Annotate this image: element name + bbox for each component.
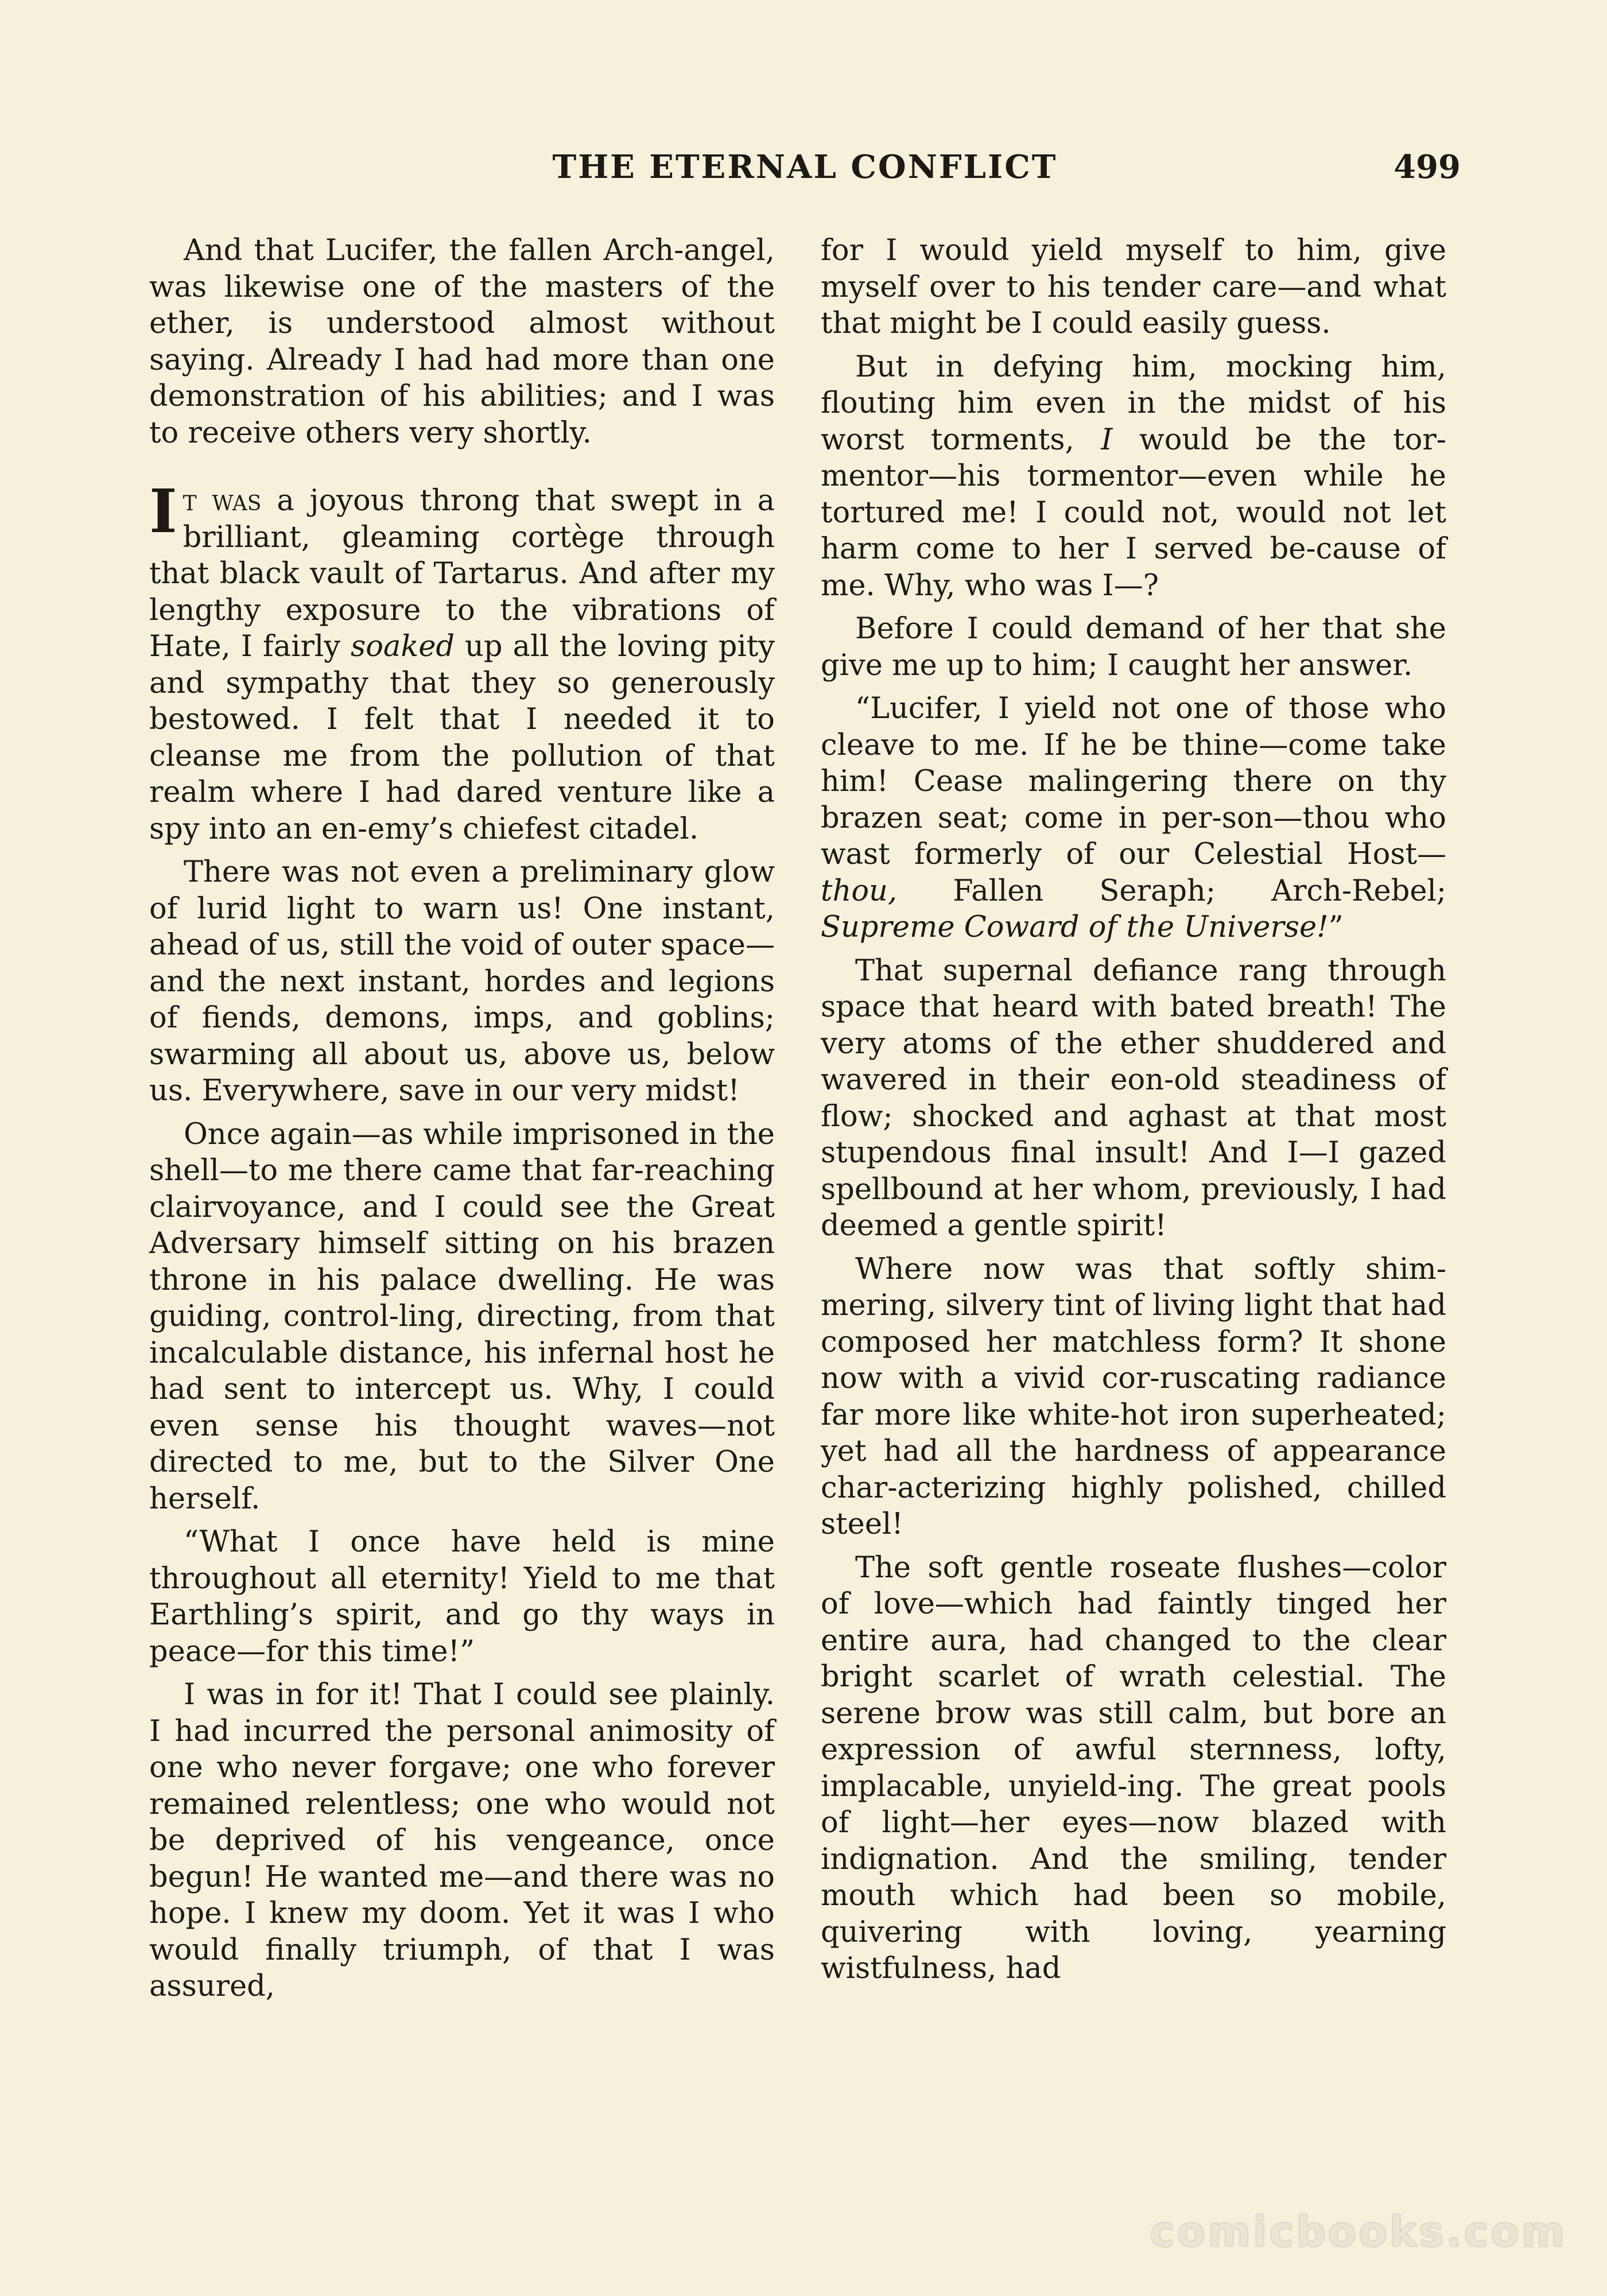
section-start-paragraph	[149, 476, 775, 847]
left-column	[149, 232, 775, 2012]
paragraph: Where now was that softly shim-mering, silvery tint of living light that had composed her matchless form? It shone now with a vivid cor-ruscating radiance far more like white-hot iron superheated; yet had all the hardness of appearance char-acterizing highly polished, chilled steel!	[821, 1252, 1446, 1541]
paragraph: There was not even a preliminary glow of lurid light to warn us! One instant, ahead of us, still the void of outer space—and the next instant, hordes and legions of fiends, demons, imps, and goblins; swarming all about us, above us, below us. Everywhere, save in our very midst!	[149, 855, 775, 1108]
paragraph-text: Fallen Seraph; Arch-Rebel;	[897, 874, 1446, 908]
paragraph: Before I could demand of her that she give me up to him; I caught her answer.	[821, 612, 1446, 682]
right-column	[821, 232, 1446, 1994]
paragraph: for I would yield myself to him, give myself over to his tender care—and what that might be I could easily guess.	[821, 234, 1446, 340]
italic-text: thou,	[821, 874, 898, 908]
paragraph-text: would be the tor-mentor—his tormentor—even while he tortured me! I could not, would not let harm come to her I served be-cause of me. Why, who was I—?	[821, 422, 1446, 603]
paragraph: The soft gentle roseate flushes—color of love—which had faintly tinged her entire aura, had changed to the clear bright scarlet of wrath celestial. The serene brow was still calm, but bore an expression of awful sternness, lofty, implacable, unyield-ing. The great pools of light—her eyes—now blazed with indignation. And the smiling, tender mouth which had been so mobile, quivering with loving, yearning wistfulness, had	[821, 1550, 1446, 1985]
italic-text: soaked	[351, 630, 455, 664]
small-caps-lead: t was	[183, 484, 262, 518]
running-title: THE ETERNAL CONFLICT	[552, 148, 1058, 186]
italic-text: I	[1101, 422, 1113, 457]
paragraph: And that Lucifer, the fallen Arch-angel, was likewise one of the masters of the ether, is understood almost without saying. Already I had had more than one demonstration of his abilities; and I was to receive others very shortly.	[149, 234, 775, 450]
paragraph-text: ”	[1328, 910, 1344, 944]
paragraph: That supernal defiance rang through space that heard with bated breath! The very atoms of the ether shuddered and wavered in their eon-old steadiness of flow; shocked and aghast at that most stupendous final insult! And I—I gazed spellbound at her whom, previously, I had deemed a gentle spirit!	[821, 953, 1446, 1243]
paragraph-text: a joyous throng that swept in a brilliant, gleaming cortège through that black vault of Tartarus. And after my lengthy exposure to the vibrations of Hate, I fairly	[149, 484, 775, 664]
italic-text: Supreme Coward of the Universe!	[821, 910, 1329, 944]
paragraph: Once again—as while imprisoned in the shell—to me there came that far-reaching clairvoyance, and I could see the Great Adversary himself sitting on his brazen throne in his palace dwelling. He was guiding, control-ling, directing, from that incalculable distance, his infernal host he had sent to intercept us. Why, I could even sense his thought waves—not directed to me, but to the Silver One herself.	[149, 1117, 775, 1516]
drop-cap: I	[149, 476, 177, 546]
paragraph	[821, 349, 1446, 604]
page-header	[149, 148, 1461, 194]
paragraph: “What I once have held is mine throughout all eternity! Yield to me that Earthling’s spirit, and go thy ways in peace—for this time!”	[149, 1525, 775, 1669]
paragraph-text: up all the loving pity and sympathy that they so generously bestowed. I felt that I needed it to cleanse me from the pollution of that realm where I had dared venture like a spy into an en-emy’s chiefest citadel.	[149, 630, 775, 846]
paragraph-text: But in defying him, mocking him, flouting him even in the midst of his worst torments,	[821, 350, 1446, 457]
paragraph: I was in for it! That I could see plainly. I had incurred the personal animosity of one who never forgave; one who forever remained relentless; one who would not be deprived of his vengeance, once begun! He wanted me—and there was no hope. I knew my doom. Yet it was I who would finally triumph, of that I was assured,	[149, 1678, 775, 2003]
paragraph	[821, 691, 1446, 946]
paragraph-text: “Lucifer, I yield not one of those who cleave to me. If he be thine—come take him! Cease malingering there on thy brazen seat; come in per-son—thou who wast formerly of our Celestial Host—	[821, 692, 1446, 871]
watermark: comicbooks.com	[1150, 2208, 1567, 2256]
page-number: 499	[1393, 148, 1461, 186]
